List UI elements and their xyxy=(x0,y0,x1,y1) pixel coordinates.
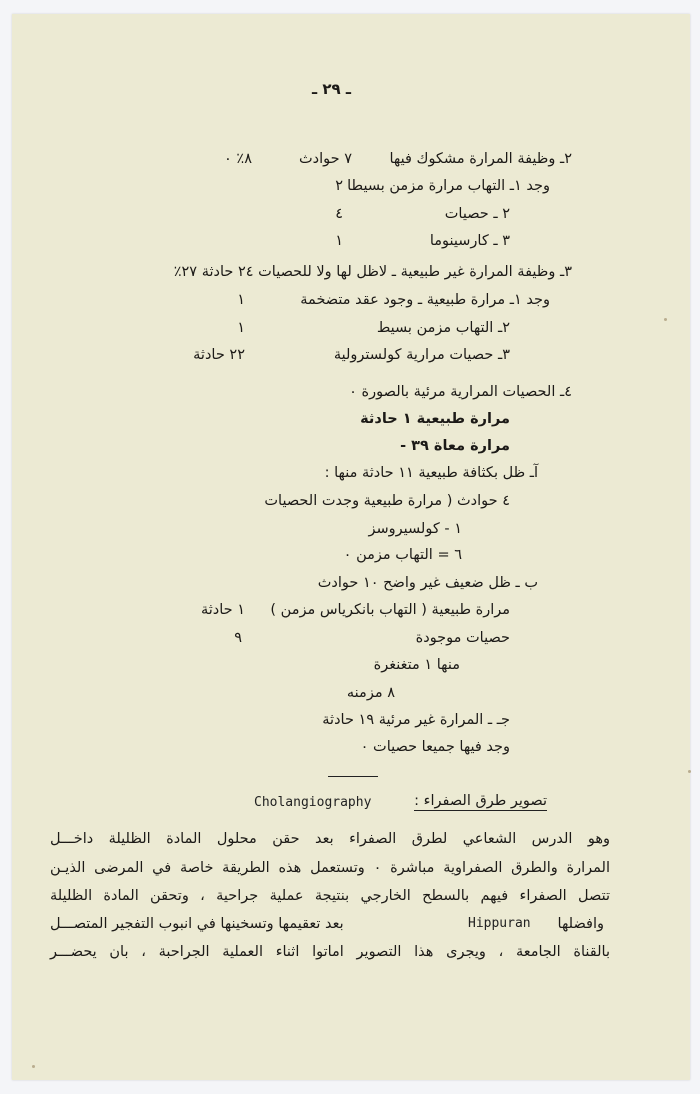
section3-item-3: ٣ـ حصيات مرارية كولسترولية xyxy=(333,347,510,363)
section2-item-1-value: ٢ xyxy=(335,178,343,194)
section4-a-line2: ١ - كولسيروسز xyxy=(368,521,462,537)
section2-count: ٧ حوادث xyxy=(299,151,352,167)
section2-percent: ٨٪ ٠ xyxy=(224,151,252,167)
section4-title: ٤ـ الحصيات المرارية مرئية بالصورة ٠ xyxy=(349,384,572,400)
paragraph-line-3: تتصل الصفراء فيهم بالسطح الخارجي بنتيجة عملية جراحية ، وتحقن المادة الظليلة xyxy=(50,888,610,904)
section4-b-line1-value: ١ حادثة xyxy=(200,602,245,618)
section4-b-line1: مرارة طبيعية ( التهاب بانكرياس مزمن ) xyxy=(270,602,510,618)
paragraph-line-4: بعد تعقيمها وتسخينها في انبوب التفجير المتصـــل xyxy=(50,916,344,932)
paragraph-line-2: المرارة والطرق الصفراوية مباشرة ٠ وتستعمل هذه الطريقة خاصة في المرضى الذيـن xyxy=(50,860,611,876)
section2-item-1: وجد ١ـ التهاب مرارة مزمن بسيطا xyxy=(347,178,550,194)
hippuran-term: Hippuran xyxy=(468,916,531,931)
section2-item-2: ٢ ـ حصيات xyxy=(444,206,510,222)
section3-title: ٣ـ وظيفة المرارة غير طبيعية ـ لاظل لها ولا للحصيات ٢٤ حادثة ٢٧٪ xyxy=(173,264,572,280)
cholangiography-heading-en: Cholangiography xyxy=(254,795,372,810)
page-number: ـ ٢٩ ـ xyxy=(312,80,352,98)
cholangiography-heading-ar: تصوير طرق الصفراء : xyxy=(414,793,547,809)
section2-item-3: ٣ ـ كارسينوما xyxy=(429,233,510,249)
paper-speck xyxy=(688,770,691,773)
section4-a-title: آـ ظل بكثافة طبيعية ١١ حادثة منها : xyxy=(324,465,538,481)
paragraph-line-5: بالقناة الجامعة ، ويجرى هذا التصوير اماتوا اثناء العملية الجراحبة ، بان يحضـــر xyxy=(50,944,610,960)
paper-speck xyxy=(664,318,667,321)
section3-item-1: وجد ١ـ مرارة طبيعية ـ وجود عقد متضخمة xyxy=(300,292,550,308)
section4-c-line1: وجد فيها جميعا حصيات ٠ xyxy=(360,739,510,755)
section4-b-line2-value: ٩ xyxy=(234,630,242,646)
section3-item-1-value: ١ xyxy=(237,292,245,308)
section2-item-2-value: ٤ xyxy=(335,206,343,222)
section4-b-line2: حصيات موجودة xyxy=(415,630,510,646)
section4-b-line3: منها ١ متغنغرة xyxy=(373,657,460,673)
section4-b-line4: ٨ مزمنه xyxy=(346,685,395,701)
section4-diseased: مرارة معاة ٣٩ - xyxy=(400,438,510,454)
section4-a-line3: ٦ = التهاب مزمن ٠ xyxy=(343,547,462,563)
section2-title: ٢ـ وظيفة المرارة مشكوك فيها xyxy=(389,151,572,167)
section4-b-title: ب ـ ظل ضعيف غير واضح ١٠ حوادث xyxy=(317,575,538,591)
section4-c-title: جـ ـ المرارة غير مرئية ١٩ حادثة xyxy=(322,712,510,728)
paper-speck xyxy=(32,1065,35,1068)
section-divider xyxy=(328,776,378,777)
paragraph-line-1: وهو الدرس الشعاعي لطرق الصفراء بعد حقن محلول المادة الظليلة داخـــل xyxy=(50,831,610,847)
section3-item-2: ٢ـ التهاب مزمن بسيط xyxy=(376,320,510,336)
section3-item-3-value: ٢٢ حادثة xyxy=(193,347,245,363)
section4-normal: مرارة طبيعية ١ حادثة xyxy=(360,411,510,427)
section4-a-line1: ٤ حوادث ( مرارة طبيعية وجدت الحصيات xyxy=(264,493,510,509)
paragraph-line-4-start: وافضلها xyxy=(557,916,604,932)
section2-item-3-value: ١ xyxy=(335,233,343,249)
section3-item-2-value: ١ xyxy=(237,320,245,336)
